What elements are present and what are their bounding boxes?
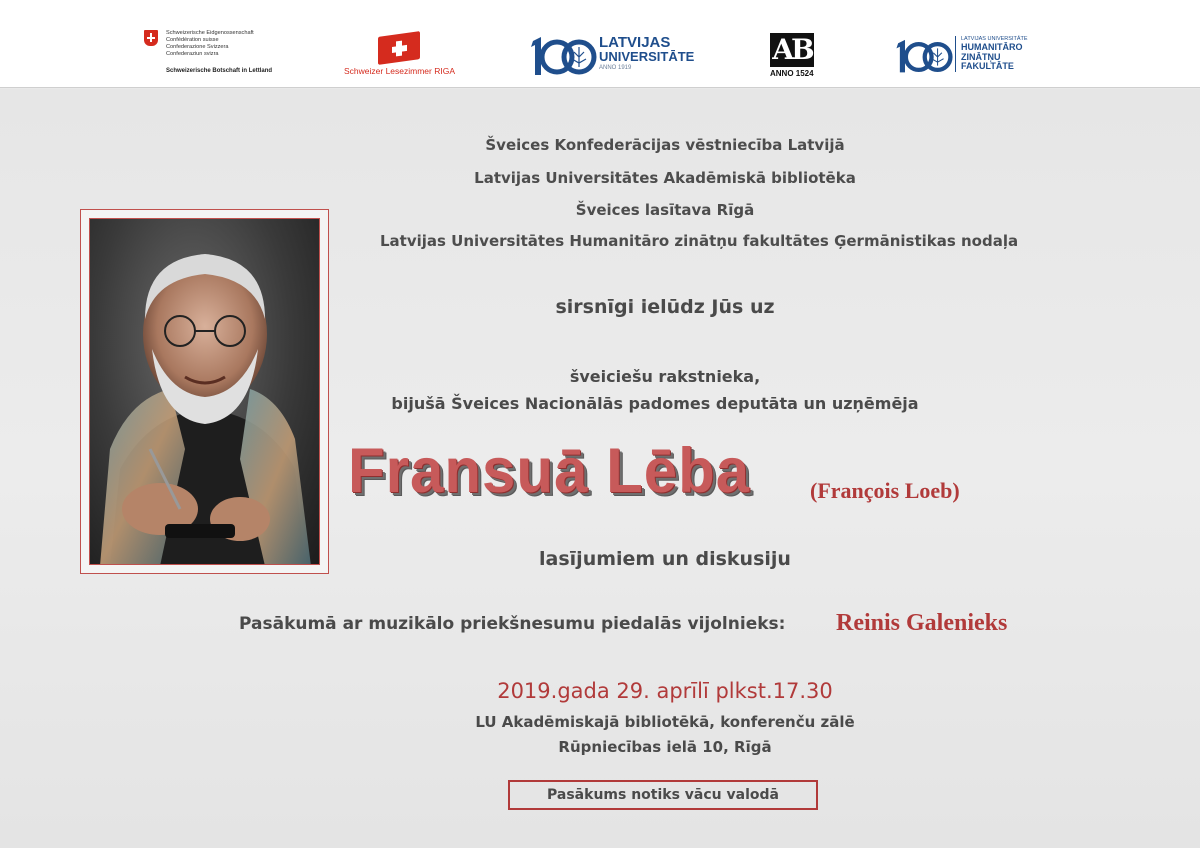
invitation-text: sirsnīgi ielūdz Jūs uz [555, 296, 775, 318]
event-venue: LU Akadēmiskajā bibliotēkā, konferenču zālē [475, 713, 855, 731]
hzf-100-emblem-icon [893, 37, 953, 77]
hzf-100-logo [893, 36, 1033, 78]
organizer-germanistics-department: Latvijas Universitātes Humanitāro zinātņu fakultātes Ģermānistikas nodaļa [380, 232, 1019, 250]
language-note: Pasākums notiks vācu valodā [508, 780, 818, 810]
author-portrait-photo [89, 218, 320, 565]
portrait-frame [80, 209, 329, 574]
academic-library-logo [770, 33, 816, 79]
speaker-name: Fransuā Lēba [348, 435, 751, 506]
logo-header [0, 0, 1200, 88]
violinist-name: Reinis Galenieks [836, 610, 1008, 636]
speaker-role-line2: bijušā Šveices Nacionālās padomes deputāta un uzņēmēja [391, 394, 919, 413]
hzf-divider [955, 36, 956, 72]
lu-100-emblem-icon [527, 35, 597, 79]
lu-100-number [527, 30, 597, 79]
ab-anno: ANNO 1524 [770, 69, 814, 78]
event-address: Rūpniecības ielā 10, Rīgā [558, 738, 772, 756]
lesezimmer-logo [344, 34, 456, 76]
hzf-faculty-name: HUMANITĀRO ZINĀTŅU FAKULTĀTE [961, 42, 1023, 71]
lu-name-line2: UNIVERSITĀTE [599, 49, 695, 64]
speaker-role-line1: šveiciešu rakstnieka, [569, 367, 761, 386]
event-date-time: 2019.gada 29. aprīlī plkst.17.30 [497, 679, 833, 703]
ab-monogram: AB [770, 33, 814, 67]
organizer-swiss-embassy: Šveices Konfederācijas vēstniecība Latvijā [485, 136, 845, 154]
swiss-embassy-name: Schweizerische Botschaft in Lettland [166, 68, 273, 74]
speaker-name-original: (François Loeb) [810, 478, 960, 503]
swiss-flag-icon [378, 31, 420, 65]
organizer-swiss-reading-room: Šveices lasītava Rīgā [575, 201, 755, 219]
event-type: lasījumiem un diskusiju [539, 548, 791, 570]
lu-year: ANNO 1919 [599, 65, 632, 71]
swiss-flag-icon [144, 30, 158, 46]
swiss-embassy-logo [144, 30, 294, 80]
organizer-academic-library: Latvijas Universitātes Akadēmiskā bibliotēka [474, 169, 856, 187]
author-portrait-icon [90, 219, 320, 565]
music-performance-text: Pasākumā ar muzikālo priekšnesumu piedalās vijolnieks: [239, 614, 786, 634]
hzf-100-number [893, 30, 953, 78]
lesezimmer-name: Schweizer Lesezimmer RIGA [344, 66, 456, 76]
lu-100-logo [527, 36, 697, 78]
lu-name-line1: LATVIJAS [599, 34, 671, 51]
hzf-university-line: LATVIJAS UNIVERSITĀTE [961, 36, 1028, 42]
swiss-confederation-names: Schweizerische Eidgenossenschaft Confédération suisse Confederazione Svizzera Confederaziun svizra [166, 30, 254, 57]
